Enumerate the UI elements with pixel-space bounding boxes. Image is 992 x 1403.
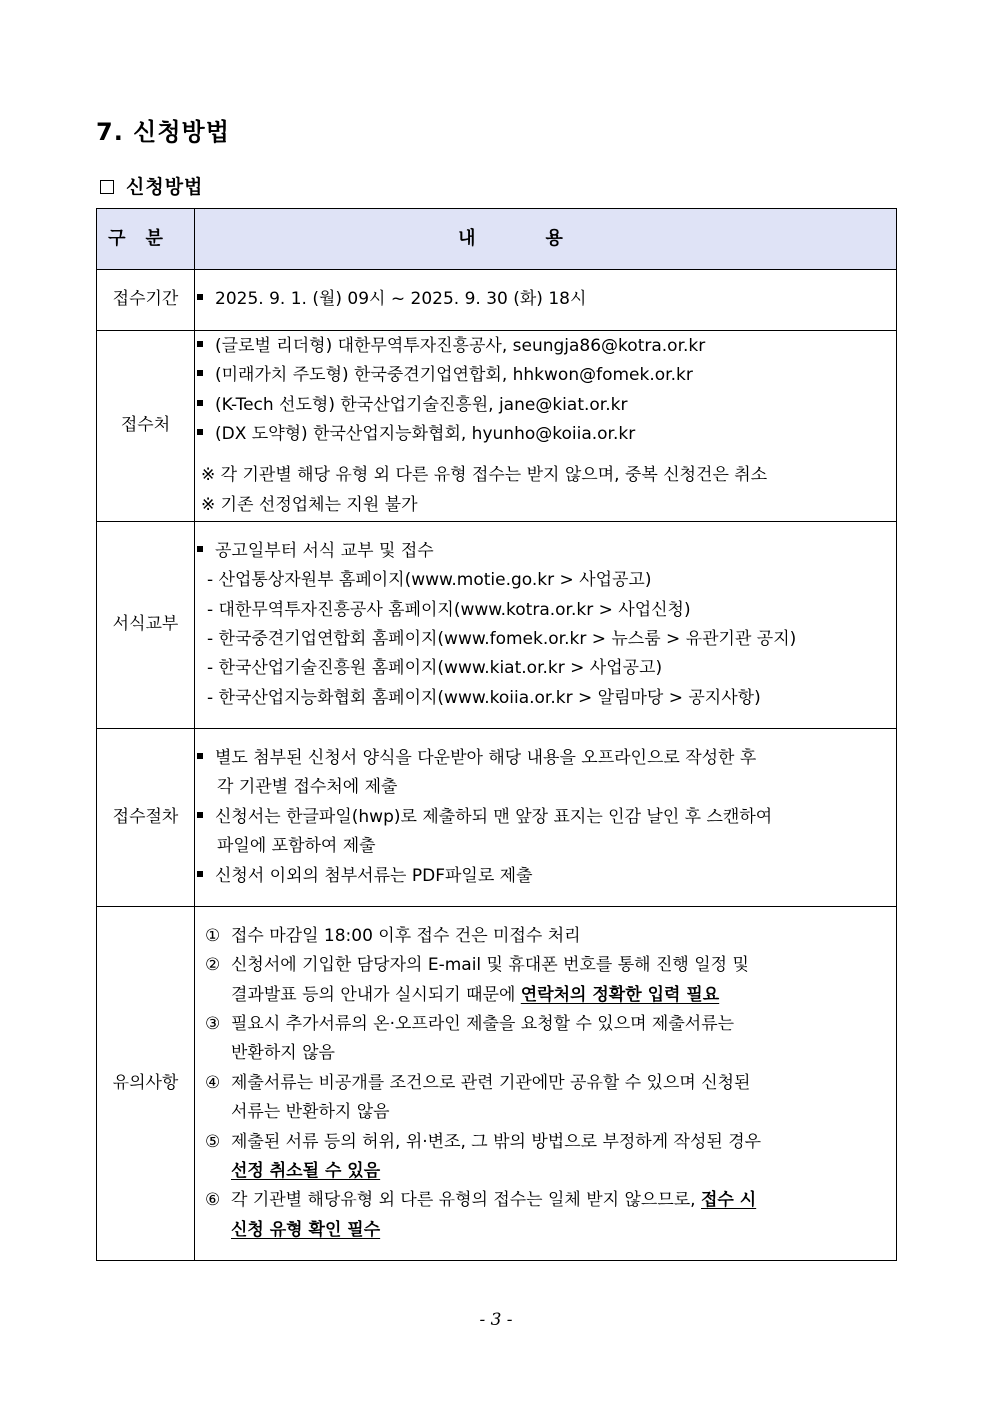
number-marker: ④: [205, 1072, 221, 1093]
list-item: - 한국산업지능화협회 홈페이지(www.koiia.or.kr > 알림마당 > 공지사항): [207, 687, 761, 708]
row-notice: [97, 907, 897, 1261]
period-text: 2025. 9. 1. (월) 09시 ~ 2025. 9. 30 (화) 18시: [215, 289, 587, 310]
bullet-square-icon: [197, 400, 203, 406]
row-procedure: [97, 729, 897, 907]
checkbox-square-icon: [100, 180, 114, 194]
list-item: - 한국산업기술진흥원 홈페이지(www.kiat.or.kr > 사업공고): [207, 658, 663, 679]
application-method-table: [96, 208, 897, 1261]
reception-item: (글로벌 리더형) 대한무역투자진흥공사, seungja86@kotra.or.kr: [215, 335, 706, 356]
row-label: 서식교부: [97, 522, 195, 729]
bullet-square-icon: [197, 294, 203, 300]
notice-item: 제출된 서류 등의 허위, 위·변조, 그 밖의 방법으로 부정하게 작성된 경우: [231, 1131, 762, 1152]
sub-title-text: 신청방법: [126, 176, 204, 198]
number-marker: ⑥: [205, 1190, 221, 1211]
bullet-square-icon: [197, 871, 203, 877]
notice-item: 제출서류는 비공개를 조건으로 관련 기관에만 공유할 수 있으며 신청된: [231, 1072, 751, 1093]
reception-note: ※ 기존 선정업체는 지원 불가: [201, 494, 418, 515]
notice-item: 신청서에 기입한 담당자의 E-mail 및 휴대폰 번호를 통해 진행 일정 및: [231, 955, 749, 976]
list-item: [195, 391, 896, 420]
notice-item: 필요시 추가서류의 온·오프라인 제출을 요청할 수 있으며 제출서류는: [231, 1013, 735, 1034]
row-content: [195, 907, 897, 1261]
notice-emphasis: 연락처의 정확한 입력 필요: [520, 984, 720, 1005]
bullet-square-icon: [197, 753, 203, 759]
number-marker: ①: [205, 925, 221, 946]
list-item: - 대한무역투자진흥공사 홈페이지(www.kotra.or.kr > 사업신청): [207, 599, 691, 620]
table-header-row: [97, 209, 897, 270]
notice-item-cont: 서류는 반환하지 않음: [231, 1102, 390, 1123]
number-marker: ⑤: [205, 1131, 221, 1152]
row-content: [195, 270, 897, 331]
notice-item: 각 기관별 해당유형 외 다른 유형의 접수는 일체 받지 않으므로,: [231, 1190, 701, 1211]
notice-emphasis: 신청 유형 확인 필수: [231, 1219, 381, 1240]
number-marker: ③: [205, 1013, 221, 1034]
bullet-square-icon: [197, 812, 203, 818]
row-label: 유의사항: [97, 907, 195, 1261]
notice-item-cont: 반환하지 않음: [231, 1043, 335, 1064]
row-content: [195, 522, 897, 729]
header-content: 내용: [195, 209, 897, 270]
notice-item-cont: 결과발표 등의 안내가 실시되기 때문에: [231, 984, 521, 1005]
reception-item: (미래가치 주도형) 한국중견기업연합회, hhkwon@fomek.or.kr: [215, 365, 693, 386]
list-item: [195, 361, 896, 390]
number-marker: ②: [205, 955, 221, 976]
list-item: [195, 420, 896, 449]
list-item: [195, 332, 896, 361]
header-category: 구분: [97, 209, 195, 270]
row-label: 접수처: [97, 331, 195, 522]
form-lead: 공고일부터 서식 교부 및 접수: [215, 540, 434, 561]
bullet-square-icon: [197, 546, 203, 552]
procedure-item: 별도 첨부된 신청서 양식을 다운받아 해당 내용을 오프라인으로 작성한 후: [215, 747, 757, 768]
page-number: - 3 -: [479, 1310, 513, 1330]
row-label: 접수기간: [97, 270, 195, 331]
procedure-item-cont: 각 기관별 접수처에 제출: [217, 777, 398, 798]
row-period: [97, 270, 897, 331]
row-form: [97, 522, 897, 729]
bullet-square-icon: [197, 370, 203, 376]
bullet-square-icon: [197, 429, 203, 435]
bullet-square-icon: [197, 341, 203, 347]
row-reception: [97, 331, 897, 522]
procedure-item: 신청서 이외의 첨부서류는 PDF파일로 제출: [215, 865, 533, 886]
notice-item: 접수 마감일 18:00 이후 접수 건은 미접수 처리: [231, 925, 581, 946]
list-item: - 한국중견기업연합회 홈페이지(www.fomek.or.kr > 뉴스룸 > 유관기관 공지): [207, 629, 797, 649]
reception-item: (DX 도약형) 한국산업지능화협회, hyunho@koiia.or.kr: [215, 424, 636, 444]
row-content: [195, 331, 897, 522]
sub-title: [100, 172, 203, 199]
list-item: - 산업통상자원부 홈페이지(www.motie.go.kr > 사업공고): [207, 570, 652, 591]
notice-emphasis: 선정 취소될 수 있음: [231, 1161, 381, 1182]
row-label: 접수절차: [97, 729, 195, 907]
procedure-item: 신청서는 한글파일(hwp)로 제출하되 맨 앞장 표지는 인감 날인 후 스캔하여: [215, 806, 773, 827]
section-title: 7. 신청방법: [96, 118, 230, 146]
reception-note: ※ 각 기관별 해당 유형 외 다른 유형 접수는 받지 않으며, 중복 신청건은 취소: [201, 465, 768, 486]
row-content: [195, 729, 897, 907]
reception-item: (K-Tech 선도형) 한국산업기술진흥원, jane@kiat.or.kr: [215, 394, 628, 415]
procedure-item-cont: 파일에 포함하여 제출: [217, 836, 376, 857]
notice-emphasis: 접수 시: [701, 1190, 757, 1211]
